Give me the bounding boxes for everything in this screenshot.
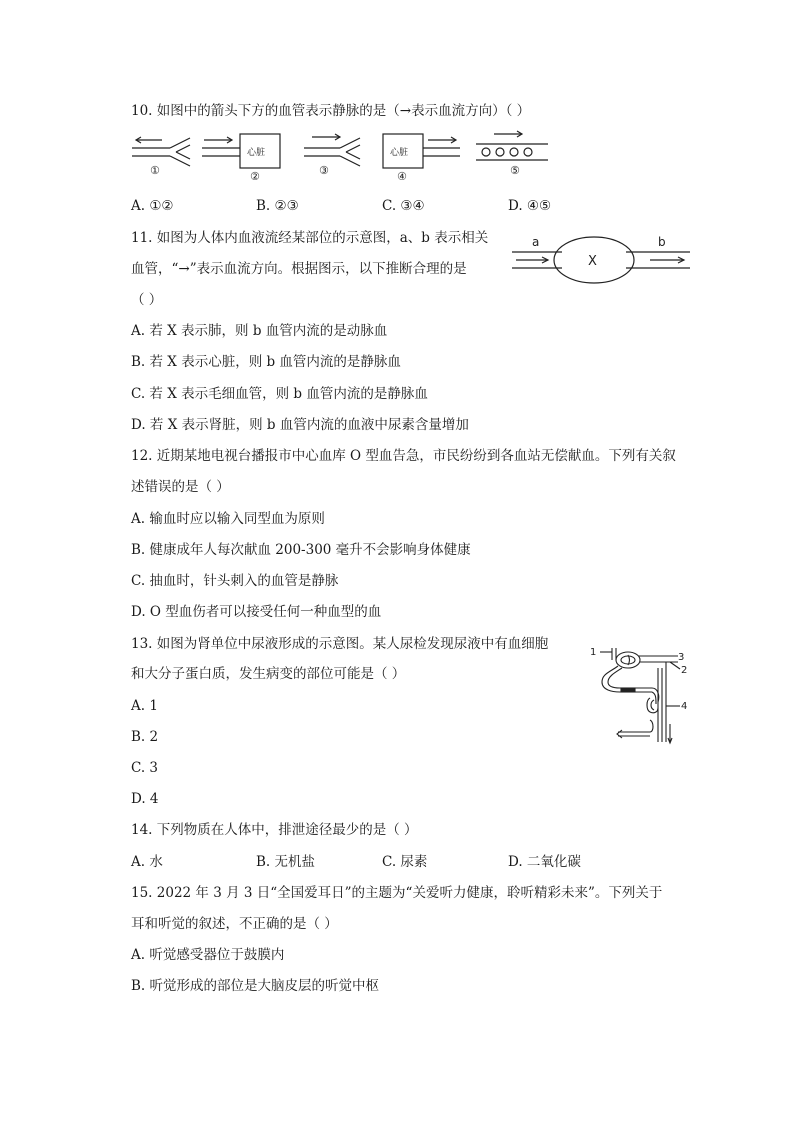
q10-label-3: ③	[319, 164, 329, 177]
q12-option-c[interactable]: C. 抽血时，针头刺入的血管是静脉	[131, 573, 339, 589]
q11-stem-line1: 11. 如图为人体内血液流经某部位的示意图，a、b 表示相关	[131, 230, 489, 246]
q13-option-d[interactable]: D. 4	[131, 791, 159, 807]
q12-stem-line2: 述错误的是（ ）	[131, 479, 230, 495]
q14-options	[131, 852, 671, 872]
q13-nephron-diagram	[588, 638, 688, 746]
q13-label-2: 2	[681, 665, 688, 676]
q12-stem-line1: 12. 近期某地电视台播报市中心血库 O 型血告急，市民纷纷到各血站无偿献血。下列有关叙	[131, 448, 676, 464]
q13-option-c[interactable]: C. 3	[131, 760, 159, 776]
q11-stem-line2: 血管，“→”表示血流方向。根据图示，以下推断合理的是	[131, 261, 467, 277]
q13-stem-line2: 和大分子蛋白质，发生病变的部位可能是（ ）	[131, 666, 406, 682]
q10-label-5: ⑤	[510, 164, 520, 177]
q13-option-b[interactable]: B. 2	[131, 729, 159, 745]
q10-diagram	[128, 126, 558, 180]
q10-options	[131, 196, 671, 216]
q10-option-a[interactable]: A. ①②	[131, 198, 174, 214]
q11-label-a: a	[532, 235, 540, 249]
q10-heart-label-1: 心脏	[247, 148, 266, 158]
q12-option-b[interactable]: B. 健康成年人每次献血 200-300 毫升不会影响身体健康	[131, 542, 471, 558]
q15-stem-line1: 15. 2022 年 3 月 3 日“全国爱耳日”的主题为“关爱听力健康，聆听精彩未来”。下列关于	[131, 885, 663, 901]
q10-label-1: ①	[150, 164, 160, 177]
q11-diagram	[510, 228, 695, 292]
q15-option-b[interactable]: B. 听觉形成的部位是大脑皮层的听觉中枢	[131, 978, 380, 994]
q14-option-b[interactable]: B. 无机盐	[256, 854, 316, 870]
q13-option-a[interactable]: A. 1	[131, 698, 158, 714]
q13-label-3: 3	[678, 652, 685, 663]
q13-label-1: 1	[590, 647, 597, 658]
q10-option-c[interactable]: C. ③④	[382, 198, 425, 214]
q13-stem-line1: 13. 如图为肾单位中尿液形成的示意图。某人尿检发现尿液中有血细胞	[131, 636, 549, 652]
q11-option-a[interactable]: A. 若 X 表示肺，则 b 血管内流的是动脉血	[131, 323, 388, 339]
q10-fig2	[202, 134, 280, 168]
q14-option-a[interactable]: A. 水	[131, 854, 163, 870]
q13-label-4: 4	[681, 701, 688, 712]
q10-fig1	[132, 137, 190, 166]
q12-option-d[interactable]: D. O 型血伤者可以接受任何一种血型的血	[131, 604, 382, 620]
q14-stem: 14. 下列物质在人体中，排泄途径最少的是（ ）	[131, 822, 418, 838]
q15-stem-line2: 耳和听觉的叙述，不正确的是（ ）	[131, 916, 338, 932]
q11-stem-line3: （ ）	[131, 292, 163, 308]
q11-label-b: b	[658, 235, 666, 249]
q10-stem: 10. 如图中的箭头下方的血管表示静脉的是（→表示血流方向）（ ）	[131, 103, 531, 119]
q10-option-b[interactable]: B. ②③	[256, 198, 299, 214]
q15-option-a[interactable]: A. 听觉感受器位于鼓膜内	[131, 947, 285, 963]
q10-fig3	[304, 134, 360, 166]
q14-option-c[interactable]: C. 尿素	[382, 854, 428, 870]
q12-option-a[interactable]: A. 输血时应以输入同型血为原则	[131, 511, 325, 527]
q11-label-x: X	[588, 254, 597, 269]
q10-option-d[interactable]: D. ④⑤	[508, 198, 552, 214]
q11-option-c[interactable]: C. 若 X 表示毛细血管，则 b 血管内流的是静脉血	[131, 386, 428, 402]
q10-label-2: ②	[250, 170, 260, 180]
q14-option-d[interactable]: D. 二氧化碳	[508, 854, 581, 870]
q11-option-b[interactable]: B. 若 X 表示心脏，则 b 血管内流的是静脉血	[131, 354, 401, 370]
q10-heart-label-2: 心脏	[390, 148, 409, 158]
q10-fig5	[476, 131, 548, 160]
q11-option-d[interactable]: D. 若 X 表示肾脏，则 b 血管内流的血液中尿素含量增加	[131, 417, 469, 433]
q10-label-4: ④	[397, 170, 407, 180]
